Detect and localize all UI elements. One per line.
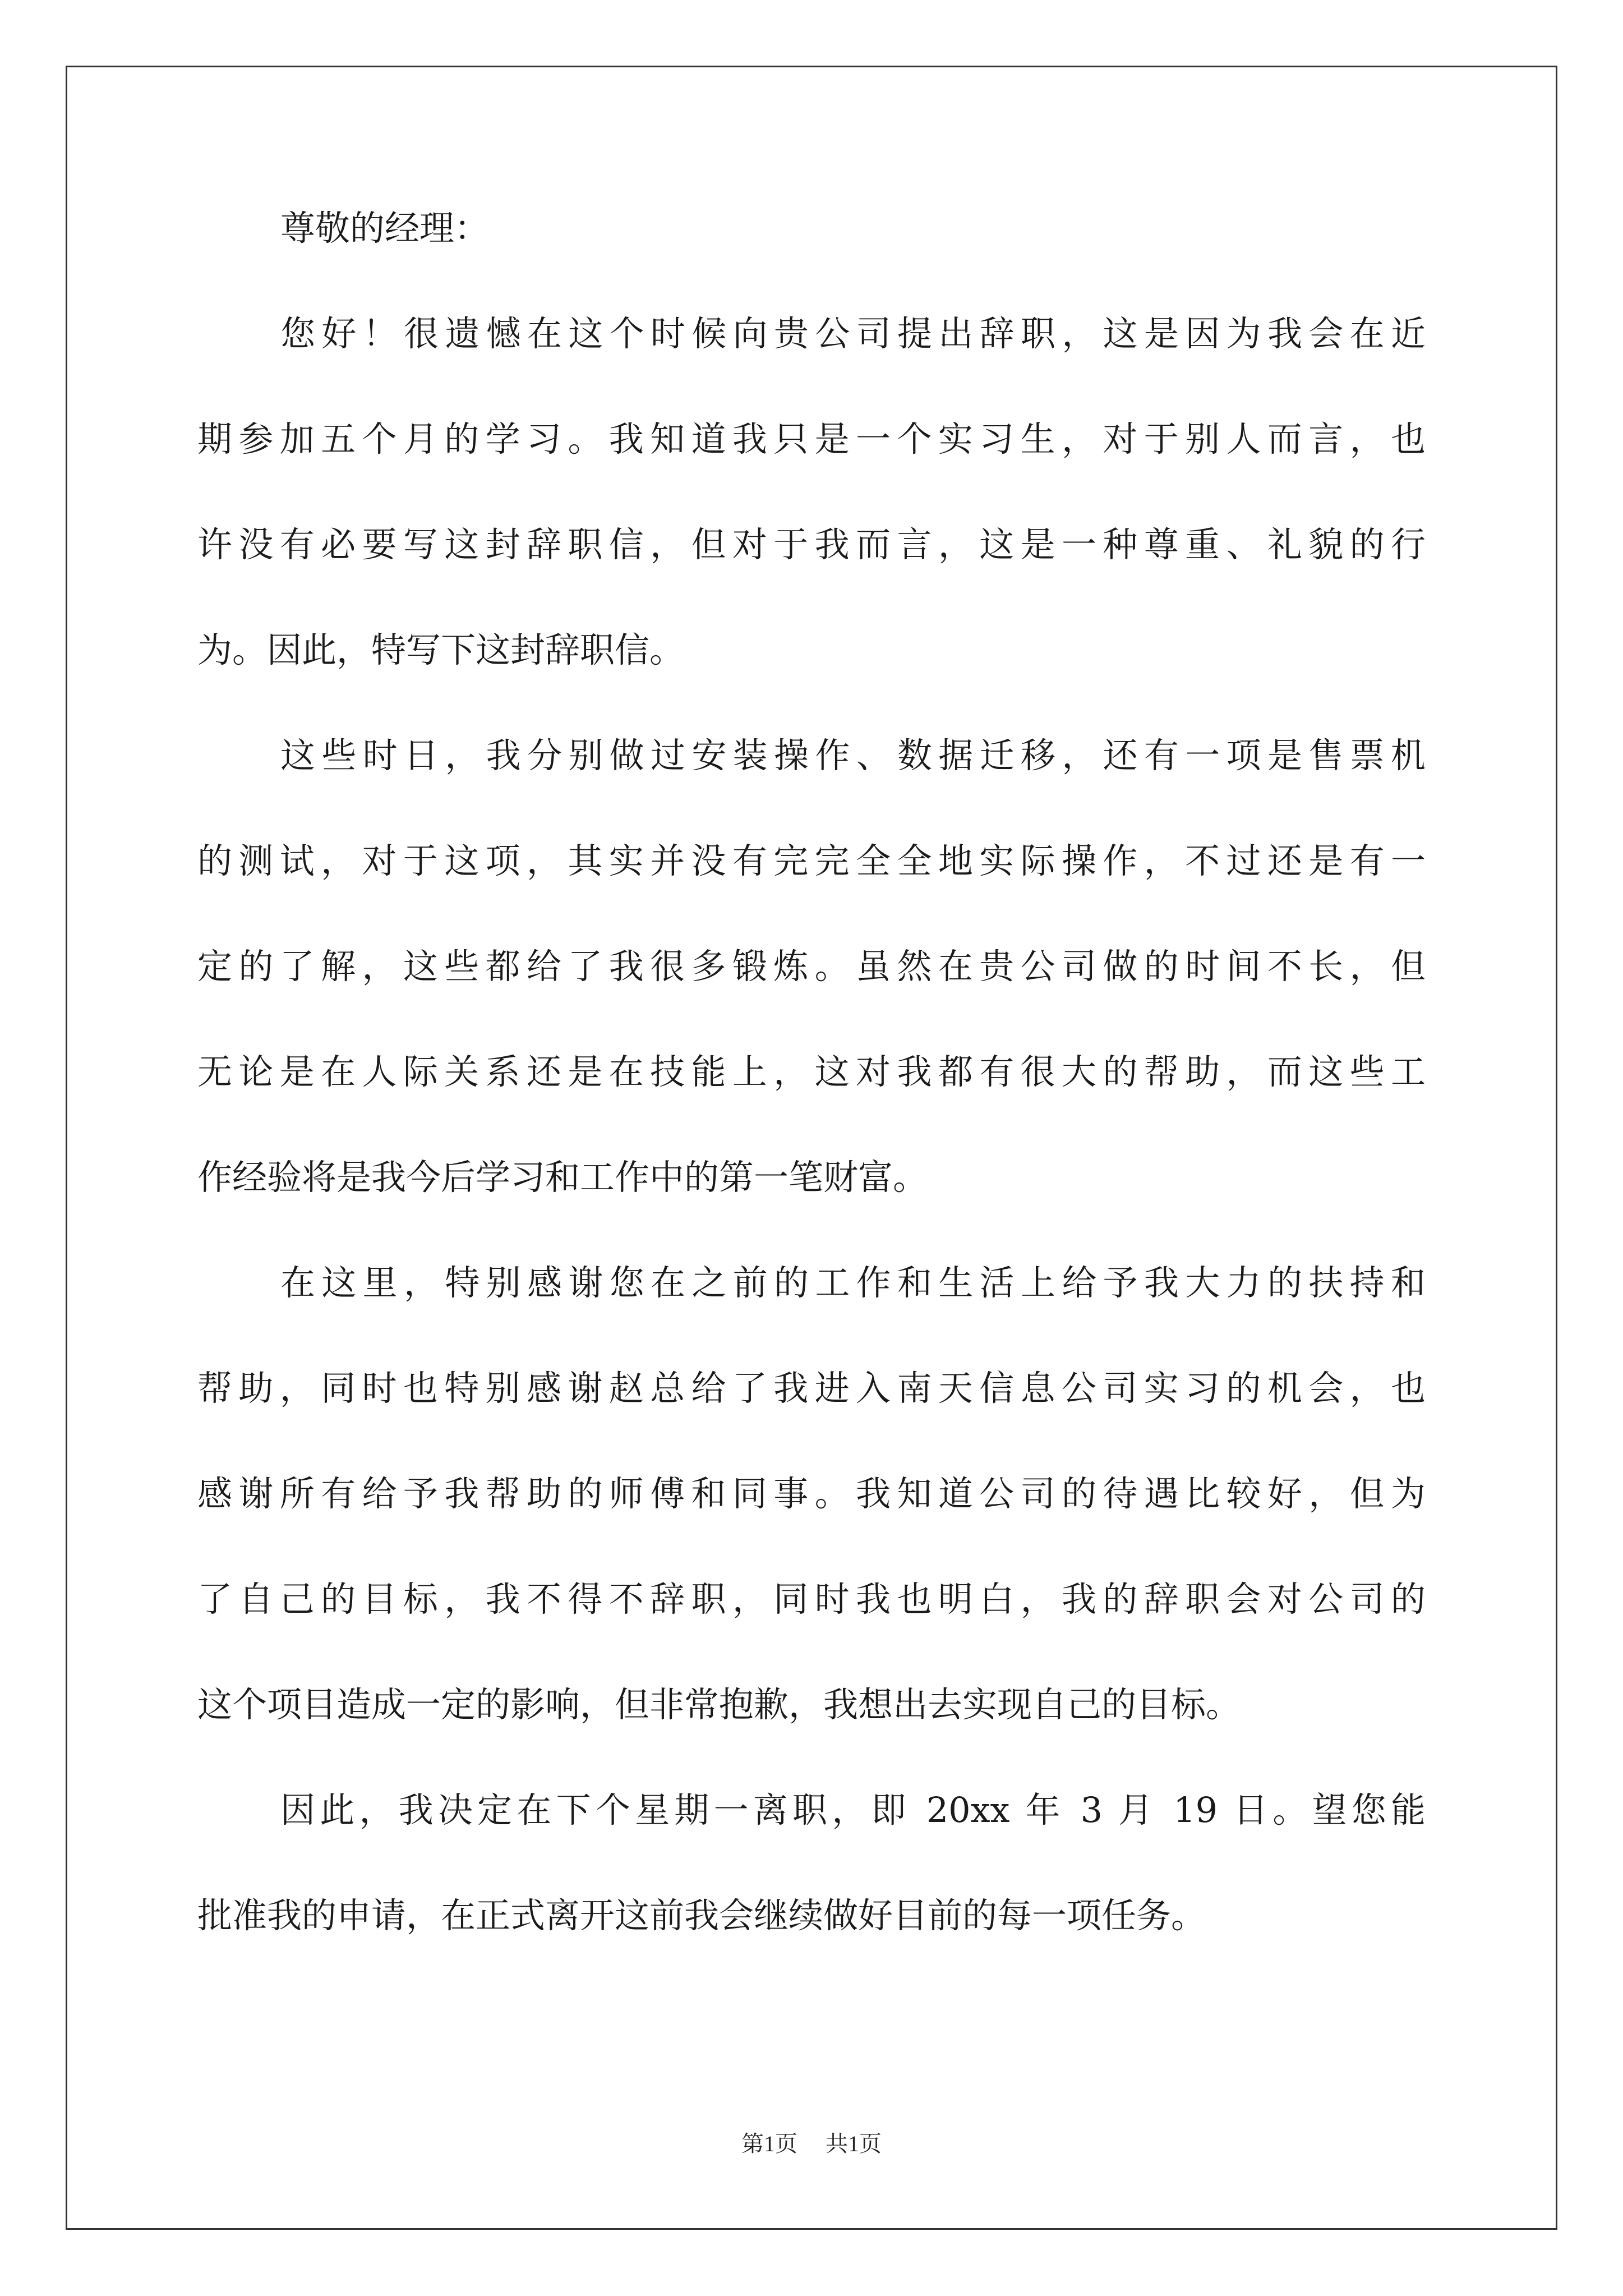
paragraph-line: 您好！很遗憾在这个时候向贵公司提出辞职，这是因为我会在近 bbox=[280, 313, 1426, 354]
paragraph-line: 帮助，同时也特别感谢赵总给了我进入南天信息公司实习的机会，也 bbox=[197, 1368, 1426, 1409]
page-footer bbox=[0, 2131, 1623, 2157]
paragraph-line: 无论是在人际关系还是在技能上，这对我都有很大的帮助，而这些工 bbox=[197, 1051, 1426, 1092]
paragraph-line: 感谢所有给予我帮助的师傅和同事。我知道公司的待遇比较好，但为 bbox=[197, 1473, 1426, 1514]
page-total: 共1页 bbox=[826, 2131, 882, 2156]
paragraph-line: 在这里，特别感谢您在之前的工作和生活上给予我大力的扶持和 bbox=[280, 1262, 1426, 1303]
paragraph-line: 因此，我决定在下个星期一离职，即 20xx 年 3 月 19 日。望您能 bbox=[280, 1789, 1426, 1830]
letter-body bbox=[197, 208, 1426, 2004]
paragraph-line: 许没有必要写这封辞职信，但对于我而言，这是一种尊重、礼貌的行 bbox=[197, 524, 1426, 565]
paragraph-line: 期参加五个月的学习。我知道我只是一个实习生，对于别人而言，也 bbox=[197, 418, 1426, 459]
paragraph-line: 作经验将是我今后学习和工作中的第一笔财富。 bbox=[197, 1157, 928, 1198]
paragraph-line: 为。因此，特写下这封辞职信。 bbox=[197, 629, 685, 670]
paragraph-line: 这些时日，我分别做过安装操作、数据迁移，还有一项是售票机 bbox=[280, 735, 1426, 776]
paragraph-line: 的测试，对于这项，其实并没有完完全全地实际操作，不过还是有一 bbox=[197, 840, 1426, 881]
greeting: 尊敬的经理： bbox=[280, 208, 490, 249]
paragraph-line: 这个项目造成一定的影响，但非常抱歉，我想出去实现自己的目标。 bbox=[197, 1684, 1241, 1725]
paragraph-line: 了自己的目标，我不得不辞职，同时我也明白，我的辞职会对公司的 bbox=[197, 1579, 1426, 1619]
paragraph-line: 批准我的申请，在正式离开这前我会继续做好目前的每一项任务。 bbox=[197, 1895, 1206, 1936]
paragraph-line: 定的了解，这些都给了我很多锻炼。虽然在贵公司做的时间不长，但 bbox=[197, 946, 1426, 987]
page-number: 第1页 bbox=[741, 2131, 797, 2156]
